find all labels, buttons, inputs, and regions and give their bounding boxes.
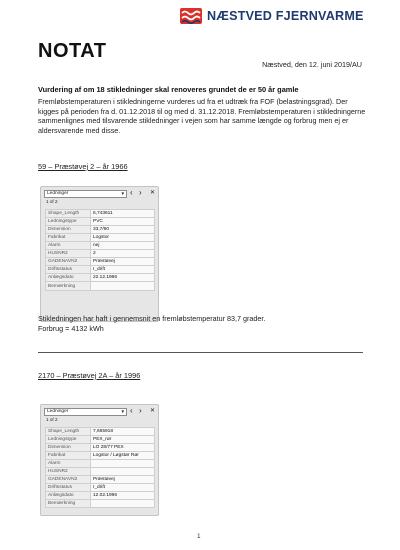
attr-key: Alarm: [46, 242, 91, 250]
intro-paragraph: Fremløbstemperaturen i stikledningerne vurderes ud fra et udtræk fra FOF (belastningsgrad). Der kigges på perioden fra d. 01.12.2018 til og med d. 31.12.2018. Fremløbstemperaturen i stikledningerne sammenlignes med tilsvarende stikledninger i vejen som har samme længde og forbrug men ej er aldersvarende med disse.: [38, 97, 366, 135]
attr-key: Shape_Length: [46, 428, 91, 436]
document-heading: Vurdering af om 18 stikledninger skal renoveres grundet de er 50 år gamle: [38, 85, 299, 94]
attr-key: Shape_Length: [46, 210, 91, 218]
attr-value: 6,743611: [91, 210, 155, 218]
attr-value: PVC: [91, 218, 155, 226]
attr-value: Præstøvej: [91, 258, 155, 266]
layer-select[interactable]: [44, 190, 127, 198]
attr-key: GADENAVN2: [46, 258, 91, 266]
attr-key: GADENAVN2: [46, 476, 91, 484]
table-row: [46, 274, 155, 282]
attr-key: Dimension: [46, 226, 91, 234]
attr-key: Alarm: [46, 460, 91, 468]
attr-key: Bemærkning: [46, 500, 91, 508]
attr-value: [91, 282, 155, 291]
company-logo: [180, 7, 392, 25]
attribute-popup-1: [40, 186, 159, 322]
table-row: [46, 500, 155, 508]
popup-header: [41, 405, 158, 425]
attr-value: I_drift: [91, 266, 155, 274]
table-row: [46, 242, 155, 250]
result-line-consumption: Forbrug = 4132 kWh: [38, 323, 104, 333]
table-row: [46, 484, 155, 492]
document-title: NOTAT: [38, 40, 107, 62]
waves-logo-icon: [180, 8, 202, 24]
table-row: [46, 476, 155, 484]
attribute-popup-2: [40, 404, 159, 516]
attr-key: Dimension: [46, 444, 91, 452]
chevron-down-icon: ▼: [120, 409, 125, 414]
table-row: [46, 218, 155, 226]
layer-select-value: Ledninger: [47, 191, 69, 196]
layer-select[interactable]: [44, 408, 127, 416]
attr-value: [91, 500, 155, 508]
logo-text: NÆSTVED FJERNVARME: [207, 9, 364, 23]
table-row: [46, 452, 155, 460]
table-row: [46, 428, 155, 436]
section-title-1-text: 59 – Præstøvej 2 – år 1966: [38, 162, 128, 171]
attr-value: LO 28/77 PEX: [91, 444, 155, 452]
attr-value: 2: [91, 250, 155, 258]
attr-value: Logstor: [91, 234, 155, 242]
result-line-temperature: Stikledningen har haft i gennemsnit en fremløbstemperatur 83,7 grader.: [38, 314, 266, 323]
table-row: [46, 468, 155, 476]
table-row: [46, 460, 155, 468]
date-line: Næstved, den 12. juni 2019/AU: [262, 60, 362, 69]
next-feature-icon[interactable]: ›: [139, 406, 142, 415]
table-row: [46, 436, 155, 444]
table-row: [46, 282, 155, 291]
result-text-1: [38, 314, 338, 333]
attr-key: HUSNR2: [46, 468, 91, 476]
attr-key: Bemærkning: [46, 282, 91, 291]
table-row: [46, 258, 155, 266]
close-icon[interactable]: ✕: [150, 190, 156, 196]
popup-header: [41, 187, 158, 207]
layer-select-value: Ledninger: [47, 409, 69, 414]
feature-count: 1 of 2: [46, 417, 58, 422]
table-row: [46, 210, 155, 218]
attr-value: nej: [91, 242, 155, 250]
attribute-table: [45, 209, 155, 291]
attr-key: Fabrikat: [46, 234, 91, 242]
close-icon[interactable]: ✕: [150, 408, 156, 414]
attr-value: [91, 460, 155, 468]
chevron-down-icon: ▼: [120, 191, 125, 196]
table-row: [46, 492, 155, 500]
attr-key: Anlægsdato: [46, 492, 91, 500]
attr-key: Ledningstype: [46, 436, 91, 444]
section-title-2-text: 2170 – Præstøvej 2A – år 1996: [38, 371, 141, 380]
table-row: [46, 250, 155, 258]
attr-value: PEX_rør: [91, 436, 155, 444]
table-row: [46, 266, 155, 274]
attr-value: 12.02.1996: [91, 492, 155, 500]
attr-key: HUSNR2: [46, 250, 91, 258]
section-title-1: [38, 162, 128, 171]
table-row: [46, 444, 155, 452]
section-divider: [38, 352, 363, 353]
attr-value: 7,665918: [91, 428, 155, 436]
next-feature-icon[interactable]: ›: [139, 188, 142, 197]
table-row: [46, 226, 155, 234]
attr-value: I_drift: [91, 484, 155, 492]
feature-count: 1 of 2: [46, 199, 58, 204]
attr-value: Logstor / Løgstør Rør: [91, 452, 155, 460]
previous-feature-icon[interactable]: ‹: [130, 406, 133, 415]
attr-value: 33,7/90: [91, 226, 155, 234]
attr-key: Ledningstype: [46, 218, 91, 226]
attr-value: 22.12.1966: [91, 274, 155, 282]
table-row: [46, 234, 155, 242]
attr-key: Driftsstatus: [46, 266, 91, 274]
attr-key: Driftsstatus: [46, 484, 91, 492]
previous-feature-icon[interactable]: ‹: [130, 188, 133, 197]
attribute-table: [45, 427, 155, 508]
section-title-2: [38, 371, 140, 380]
attr-value: Præstøvej: [91, 476, 155, 484]
attr-key: Fabrikat: [46, 452, 91, 460]
attr-key: Anlægsdato: [46, 274, 91, 282]
attr-value: [91, 468, 155, 476]
page-number: 1: [197, 533, 201, 540]
